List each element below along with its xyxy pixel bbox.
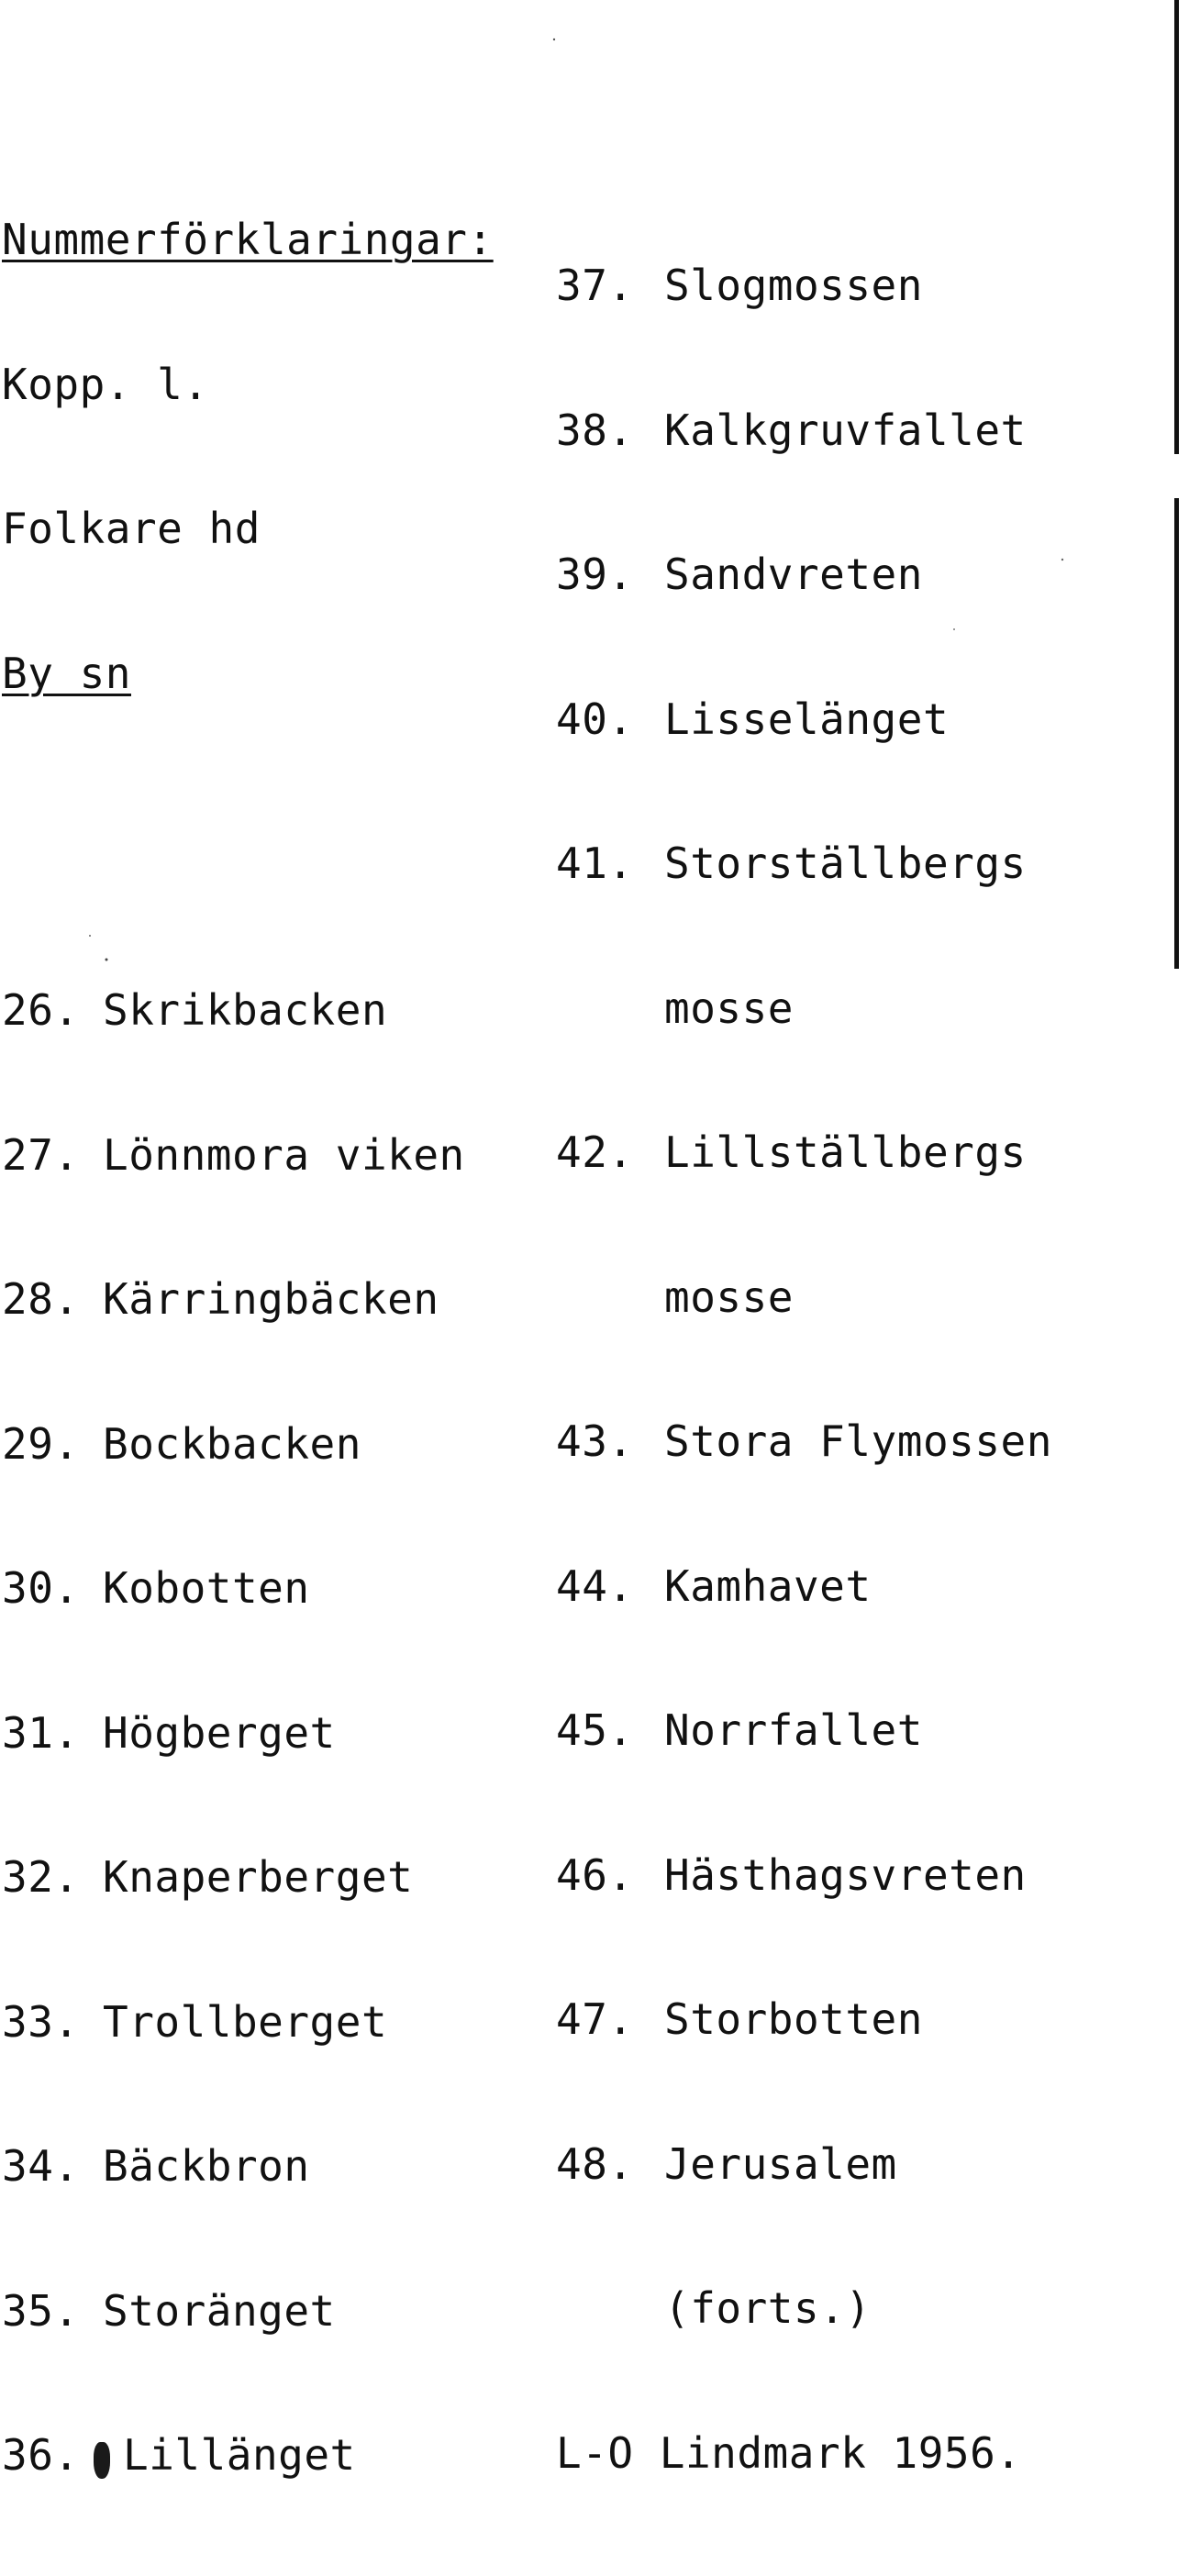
item-name: Jerusalem	[664, 2138, 897, 2189]
item-name: Sandvreten	[664, 550, 923, 599]
list-item	[556, 1706, 1052, 1755]
item-number: 43.	[556, 1416, 634, 1466]
item-number: 47.	[556, 1994, 634, 2044]
item-name: Slogmossen	[664, 261, 923, 310]
page-title: Nummerförklaringar:	[2, 215, 494, 264]
item-name: Storställbergs	[664, 838, 1027, 888]
item-number: 42.	[556, 1127, 634, 1177]
item-name: Kalkgruvfallet	[664, 405, 1027, 455]
list-item-continuation	[556, 1273, 1052, 1322]
item-number: 34.	[2, 2141, 80, 2191]
item-number: 45.	[556, 1705, 634, 1755]
scan-specks	[0, 0, 1189, 969]
item-name: Lillänget	[123, 2430, 356, 2480]
location-line-1: Kopp. l.	[2, 359, 209, 409]
list-item	[2, 1275, 494, 1324]
item-number: 40.	[556, 694, 634, 744]
item-name: Kobotten	[103, 1563, 310, 1613]
item-name: Lillställbergs	[664, 1127, 1027, 1177]
list-item	[2, 2142, 494, 2191]
item-name: Hästhagsvreten	[664, 1849, 1027, 1900]
list-item	[556, 1417, 1052, 1466]
item-number: 32.	[2, 1852, 80, 1902]
item-number: 38.	[556, 405, 634, 455]
item-number: 31.	[2, 1707, 80, 1758]
item-number: 41.	[556, 838, 634, 888]
list-item	[2, 986, 494, 1035]
list-item	[556, 2140, 1052, 2189]
parish-line: By sn	[2, 648, 131, 698]
list-item	[2, 1853, 494, 1902]
item-number: 39.	[556, 550, 634, 599]
item-name: Bockbacken	[103, 1418, 361, 1469]
ink-blot-mark	[94, 2442, 110, 2479]
item-name: Kärringbäcken	[103, 1274, 439, 1324]
item-name: Knaperberget	[103, 1852, 414, 1902]
item-name-continuation: (forts.)	[664, 2283, 872, 2333]
item-name: Trollberget	[103, 1996, 388, 2047]
item-number: 46.	[556, 1849, 634, 1900]
item-name: Stora Flymossen	[664, 1416, 1052, 1466]
item-number: 35.	[2, 2285, 80, 2336]
item-number: 44.	[556, 1560, 634, 1611]
item-name: Lisselänget	[664, 694, 950, 744]
item-name: Bäckbron	[103, 2141, 310, 2191]
list-item	[2, 1998, 494, 2047]
location-line-2: Folkare hd	[2, 504, 261, 553]
item-number: 29.	[2, 1418, 80, 1469]
list-item	[2, 2431, 494, 2480]
item-name: Storbotten	[664, 1994, 923, 2044]
item-name: Storänget	[103, 2285, 336, 2336]
item-number: 30.	[2, 1563, 80, 1613]
list-item	[2, 1420, 494, 1469]
list-item-continuation	[556, 984, 1052, 1033]
list-item	[556, 1995, 1052, 2044]
list-item	[556, 1128, 1052, 1177]
item-name: Högberget	[103, 1707, 336, 1758]
list-item	[556, 1562, 1052, 1611]
item-name-continuation: mosse	[664, 1271, 794, 1322]
list-item	[2, 1709, 494, 1758]
item-name: Kamhavet	[664, 1560, 872, 1611]
item-number: 36.	[2, 2430, 80, 2480]
item-number: 37.	[556, 261, 634, 310]
item-number: 27.	[2, 1129, 80, 1180]
item-number: 48.	[556, 2138, 634, 2189]
list-item	[556, 1851, 1052, 1900]
list-item-continuation	[556, 2284, 1052, 2333]
item-name: Skrikbacken	[103, 985, 388, 1035]
list-item	[2, 2287, 494, 2336]
list-item	[2, 1564, 494, 1613]
item-number: 28.	[2, 1274, 80, 1324]
list-item	[2, 1131, 494, 1180]
item-number: 33.	[2, 1996, 80, 2047]
item-number: 26.	[2, 985, 80, 1035]
item-name-continuation: mosse	[664, 983, 794, 1033]
item-name: Lönnmora viken	[103, 1129, 465, 1180]
item-name: Norrfallet	[664, 1705, 923, 1755]
signature: L-O Lindmark 1956.	[556, 2427, 1022, 2478]
